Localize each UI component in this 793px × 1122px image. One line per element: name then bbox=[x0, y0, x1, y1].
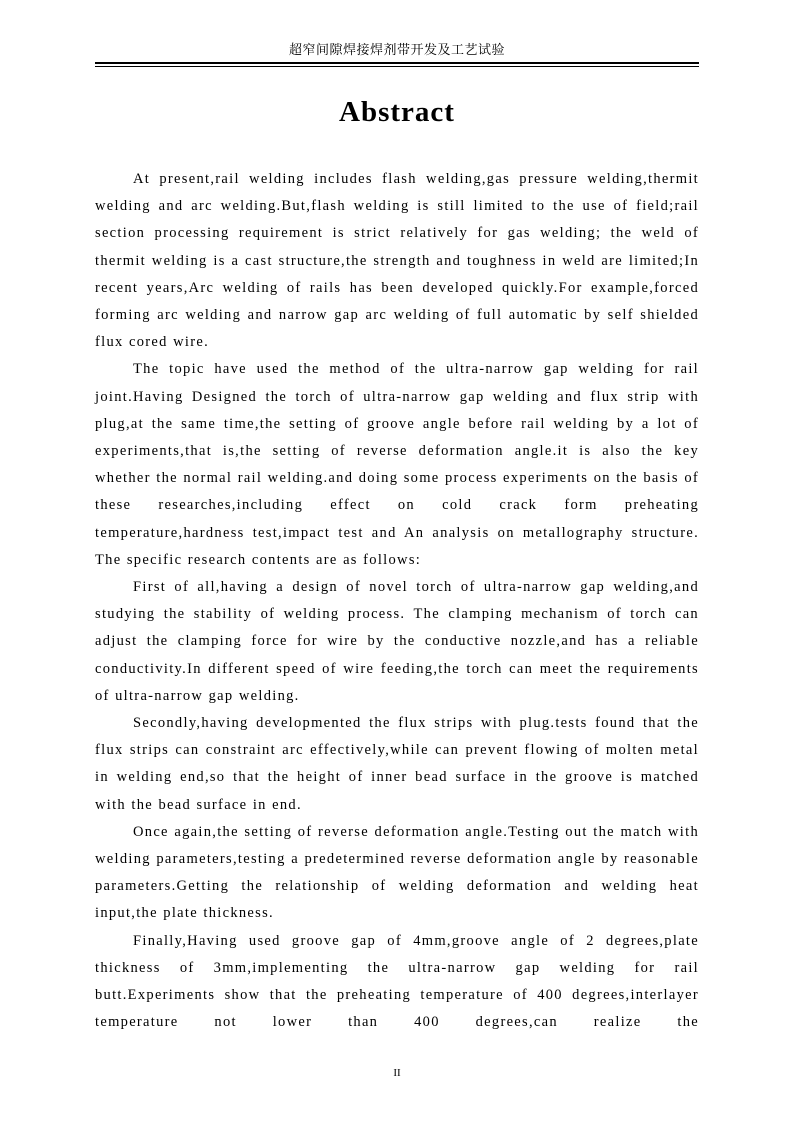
paragraph-4: Secondly,having developmented the flux strips with plug.tests found that the flux strips can constraint arc effectively,while can prevent flowing of molten metal in welding end,so that the height of inner bead surface in the groove is matched with the bead surface in end. bbox=[95, 715, 699, 813]
page-title: Abstract bbox=[339, 96, 455, 128]
paragraph-3: First of all,having a design of novel torch of ultra-narrow gap welding,and studying the stability of welding process. The clamping mechanism of torch can adjust the clamping force for wire by the conductive nozzle,and has a reliable conductivity.In different speed of wire feeding,the torch can meet the requirements of ultra-narrow gap welding. bbox=[95, 579, 699, 704]
paragraph-5: Once again,the setting of reverse deformation angle.Testing out the match with welding parameters,testing a predetermined reverse deformation angle by reasonable parameters.Getting the relationship of welding deformation and welding heat input,the plate thickness. bbox=[95, 823, 699, 922]
page-number: II bbox=[393, 1067, 401, 1079]
header-rule-thin bbox=[95, 66, 699, 67]
paragraph-1: At present,rail welding includes flash welding,gas pressure welding,thermit welding and arc welding.But,flash welding is still limited to the use of field;rail section processing requirement is strict relatively for gas welding; the weld of thermit welding is a cast structure,the strength and toughness in weld are limited;In recent years,Arc welding of rails has been developed quickly.For example,forced forming arc welding and narrow gap arc welding of full automatic by self shielded flux cored wire. bbox=[95, 171, 699, 351]
abstract-body bbox=[95, 166, 699, 1037]
header-rule-thick bbox=[95, 62, 699, 64]
paragraph-6: Finally,Having used groove gap of 4mm,groove angle of 2 degrees,plate thickness of 3mm,implementing the ultra-narrow gap welding for rail butt.Experiments show that the preheating temperature of 400 degrees,interlayer temperature not lower than 400 degrees,can realize the bbox=[95, 932, 699, 1031]
paragraph-2: The topic have used the method of the ultra-narrow gap welding for rail joint.Having Designed the torch of ultra-narrow gap welding and flux strip with plug,at the same time,the setting of groove angle before rail welding by a lot of experiments,that is,the setting of reverse deformation angle.it is also the key whether the normal rail welding.and doing some process experiments on the basis of these researches,including effect on cold crack form preheating temperature,hardness test,impact test and An analysis on metallography structure. The specific research contents are as follows: bbox=[95, 361, 699, 568]
running-header: 超窄间隙焊接焊剂带开发及工艺试验 bbox=[288, 42, 505, 57]
